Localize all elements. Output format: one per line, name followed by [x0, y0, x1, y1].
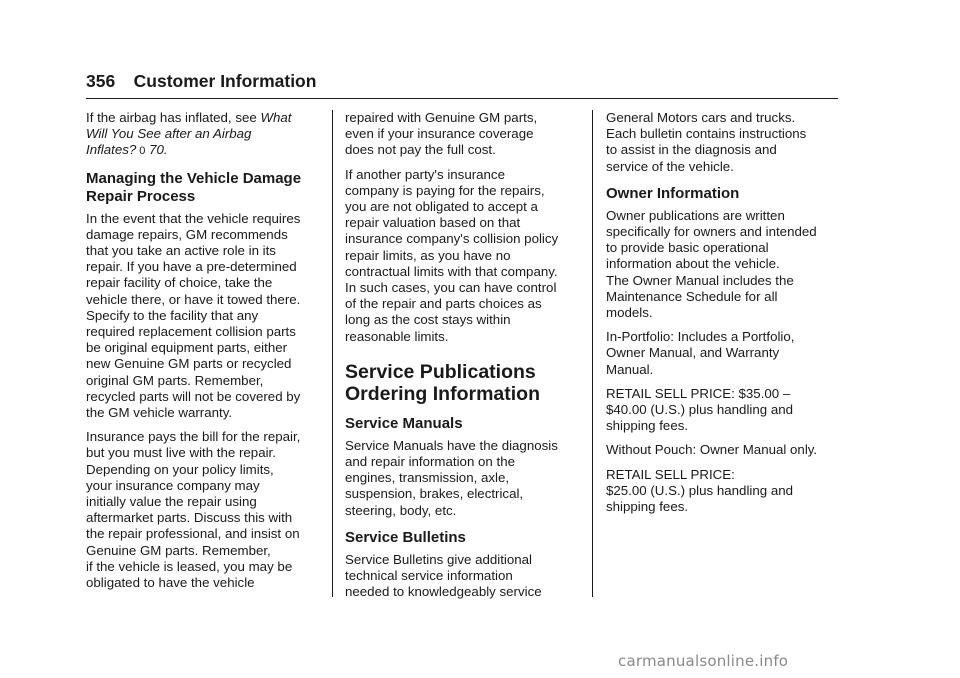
column-divider-right: [592, 110, 593, 597]
page-reference-icon: 0: [139, 145, 146, 158]
watermark: carmanualsonline.info: [618, 652, 789, 670]
column-divider-left: [332, 110, 333, 597]
heading-service-manuals: Service Manuals: [345, 414, 463, 432]
retail-price-paragraph: RETAIL SELL PRICE: $35.00 – $40.00 (U.S.) plus handling and shipping fees.: [606, 385, 794, 434]
heading-owner-information: Owner Information: [606, 184, 740, 202]
in-portfolio-paragraph: In-Portfolio: Includes a Portfolio, Owner Manual, and Warranty Manual.: [606, 329, 795, 377]
airbag-reference-link[interactable]: What Will You See after an Airbag Inflates?: [86, 110, 292, 158]
column-1: [86, 110, 322, 599]
heading-service-publications: Service Publications Ordering Information: [345, 360, 540, 405]
heading-service-bulletins: Service Bulletins: [345, 528, 466, 546]
retail-price-2-paragraph: RETAIL SELL PRICE: $25.00 (U.S.) plus handling and shipping fees.: [606, 466, 794, 515]
service-bulletins-paragraph: Service Bulletins give additional technical service information needed to knowledgeably service: [345, 551, 542, 600]
service-manuals-paragraph: Service Manuals have the diagnosis and repair information on the engines, transmission, axle, suspension, brakes, electrical, steering, body, etc.: [345, 437, 558, 518]
another-party-paragraph: If another party's insurance company is paying for the repairs, you are not obligated to accept a repair valuation based on that insurance company's collision policy repair limits, as you have no contractual limits with that company. In such cases, you can have control of the repair and parts choices as long as the cost stays within reasonable limits.: [345, 166, 559, 344]
column-2: [345, 110, 581, 608]
genuine-parts-paragraph: repaired with Genuine GM parts, even if your insurance coverage does not pay the full cost.: [345, 110, 538, 158]
insurance-paragraph: Insurance pays the bill for the repair, but you must live with the repair. Depending on your policy limits, your insurance company may initially value the repair using aftermarket parts. Discuss this with the repair professional, and insist on Genuine GM parts. Remember, if the vehicle is leased, you may be obligated to have the vehicle: [86, 429, 301, 591]
airbag-reference-page[interactable]: 70.: [149, 142, 168, 158]
without-pouch-paragraph: Without Pouch: Owner Manual only.: [606, 442, 818, 458]
header-rule: [86, 98, 838, 99]
bulletins-continued-paragraph: General Motors cars and trucks. Each bulletin contains instructions to assist in the diagnosis and service of the vehicle.: [606, 110, 807, 174]
page-number: 356: [86, 71, 116, 91]
damage-repairs-paragraph: In the event that the vehicle requires damage repairs, GM recommends that you take an active role in its repair. If you have a pre-determined repair facility of choice, take the vehicle there, or have it towed there. Specify to the facility that any required replacement collision parts be original equipment parts, either new Genuine GM parts or recycled original GM parts. Remember, recycled parts will not be covered by the GM vehicle warranty.: [86, 210, 301, 421]
section-title: Customer Information: [133, 71, 317, 91]
page-header: [86, 71, 838, 92]
heading-managing-damage: Managing the Vehicle Damage Repair Process: [86, 169, 302, 205]
airbag-reference-paragraph: If the airbag has inflated, see What Will You See after an Airbag Inflates? 0 70.: [86, 110, 292, 158]
owner-publications-paragraph: Owner publications are written specifically for owners and intended to provide basic operational information about the vehicle. The Owner Manual includes the Maintenance Schedule for all models.: [606, 207, 817, 321]
column-3: [606, 110, 842, 523]
